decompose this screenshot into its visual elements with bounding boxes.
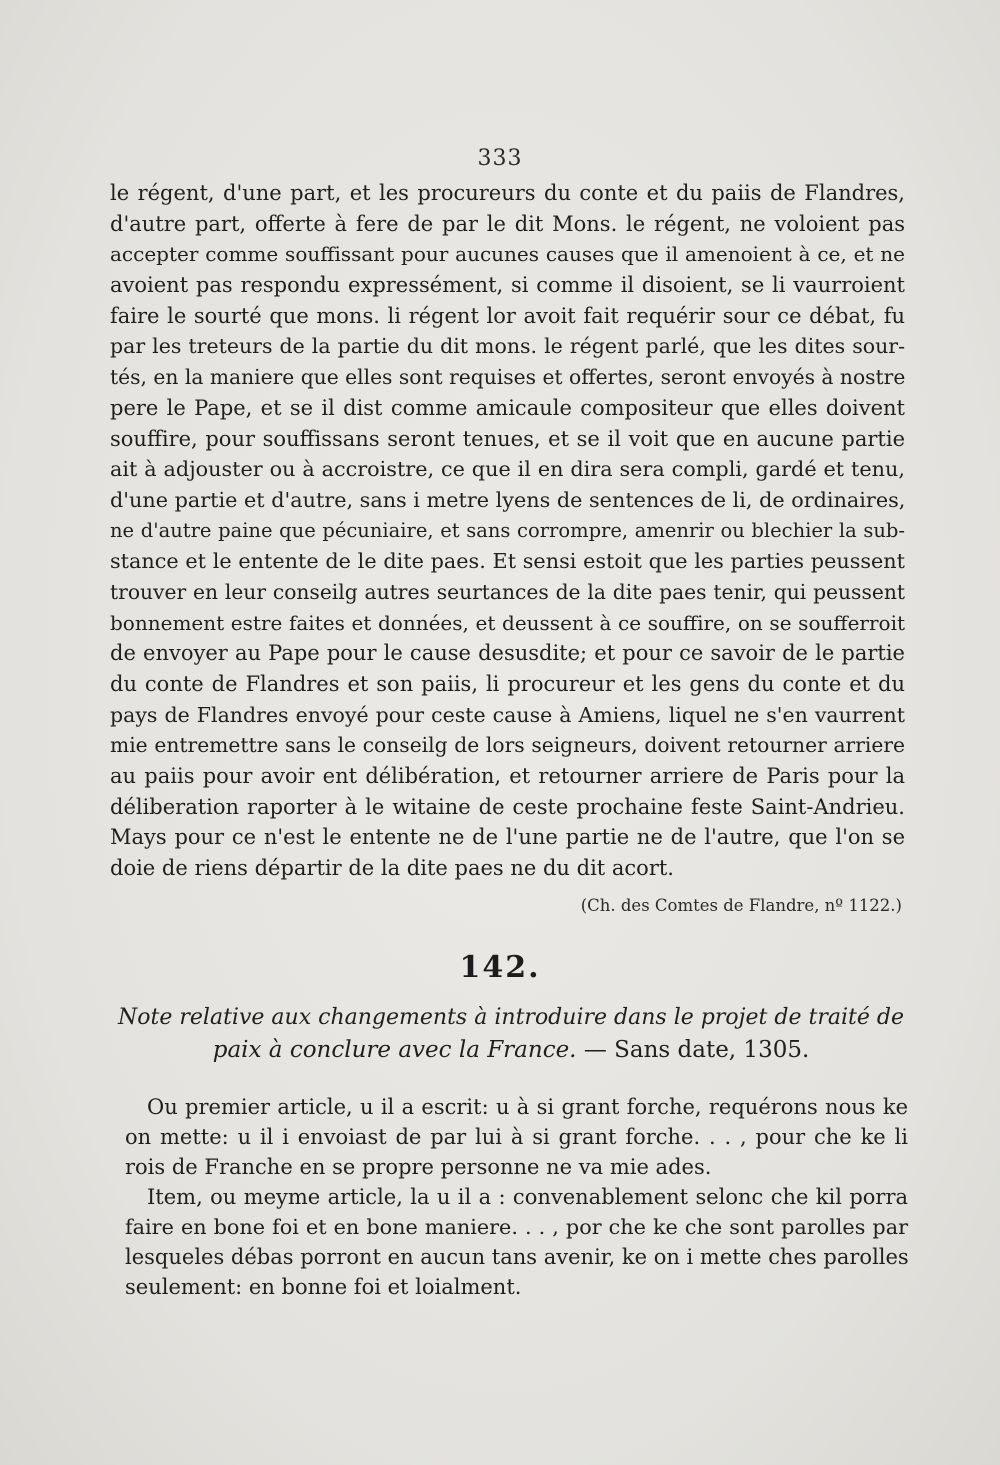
continuation-text xyxy=(110,178,905,884)
title-text: paix à conclure avec la France. xyxy=(212,1037,577,1063)
source-citation: (Ch. des Comtes de Flandre, nº 1122.) xyxy=(580,896,902,915)
text-line: seulement: en bonne foi et loialment. xyxy=(125,1275,522,1299)
text-line: souffire, pour souffissans seront tenues, et se il voit que en aucune partie xyxy=(110,426,905,451)
text-line: stance et le entente de le dite paes. Et sensi estoit que les parties peussent xyxy=(110,549,905,574)
text-line: bonnement estre faites et données, et deussent à ce souffire, on se soufferroit xyxy=(110,610,905,635)
text-line: au paiis pour avoir ent délibération, et retourner arriere de Paris pour la xyxy=(110,764,905,789)
text-line: ait à adjouster ou à accroistre, ce que il en dira sera compli, gardé et tenu, xyxy=(110,457,905,482)
text-line: avoient pas respondu expressément, si comme il disoient, se li vaurroient xyxy=(110,273,905,298)
text-line: d'autre part, offerte à fere de par le dit Mons. le régent, ne voloient pas xyxy=(110,211,905,236)
text-line: de envoyer au Pape pour le cause desusdite; et pour ce savoir de le partie xyxy=(110,641,905,666)
text-line: Ou premier article, u il a escrit: u à si grant forche, requérons nous ke xyxy=(147,1095,908,1119)
text-line: rois de Franche en se propre personne ne va mie ades. xyxy=(125,1155,712,1179)
text-line: pays de Flandres envoyé pour ceste cause à Amiens, liquel ne s'en vaurrent xyxy=(110,702,905,727)
text-line: faire en bone foi et en bone maniere. . . , por che ke che sont parolles par xyxy=(125,1215,908,1239)
title-date: — Sans date, 1305. xyxy=(583,1037,810,1063)
document-title xyxy=(118,1001,904,1067)
text-line: Mays pour ce n'est le entente ne de l'une partie ne de l'autre, que l'on se xyxy=(110,825,905,850)
text-line: déliberation raporter à le witaine de ceste prochaine feste Saint-Andrieu. xyxy=(110,794,905,819)
text-line: Item, ou meyme article, la u il a : convenablement selonc che kil porra xyxy=(147,1185,908,1209)
text-line: mie entremettre sans le conseilg de lors seigneurs, doivent retourner arriere xyxy=(110,733,905,758)
text-line: par les treteurs de la partie du dit mons. le régent parlé, que les dites sour- xyxy=(110,334,905,359)
page-number: 333 xyxy=(477,146,523,171)
text-line: accepter comme souffissant pour aucunes causes que il amenoient à ce, et ne xyxy=(110,242,905,267)
text-line: tés, en la maniere que elles sont requises et offertes, seront envoyés à nostre xyxy=(110,365,906,390)
text-line: lesqueles débas porront en aucun tans avenir, ke on i mette ches parolles xyxy=(125,1245,909,1269)
text-line: on mette: u il i envoiast de par lui à si grant forche. . . , pour che ke li xyxy=(125,1125,908,1149)
title-line xyxy=(118,1034,904,1067)
document-text xyxy=(125,1092,908,1302)
text-line: d'une partie et d'autre, sans i metre lyens de sentences de li, de ordinaires, xyxy=(110,487,906,512)
text-line: pere le Pape, et se il dist comme amicaule compositeur que elles doivent xyxy=(110,395,905,420)
text-line: du conte de Flandres et son paiis, li procureur et les gens du conte et du xyxy=(110,672,905,696)
text-line: faire le sourté que mons. li régent lor avoit fait requérir sour ce débat, fu xyxy=(110,303,905,328)
title-line: Note relative aux changements à introduire dans le projet de traité de xyxy=(118,1005,904,1030)
text-line: le régent, d'une part, et les procureurs du conte et du paiis de Flandres, xyxy=(110,181,905,205)
text-line: ne d'autre paine que pécuniaire, et sans corrompre, amenrir ou blechier la sub- xyxy=(110,518,905,542)
document-number: 142. xyxy=(459,950,541,985)
text-line: doie de riens départir de la dite paes ne du dit acort. xyxy=(110,856,674,881)
text-line: trouver en leur conseilg autres seurtances de la dite paes tenir, qui peussent xyxy=(110,579,905,604)
